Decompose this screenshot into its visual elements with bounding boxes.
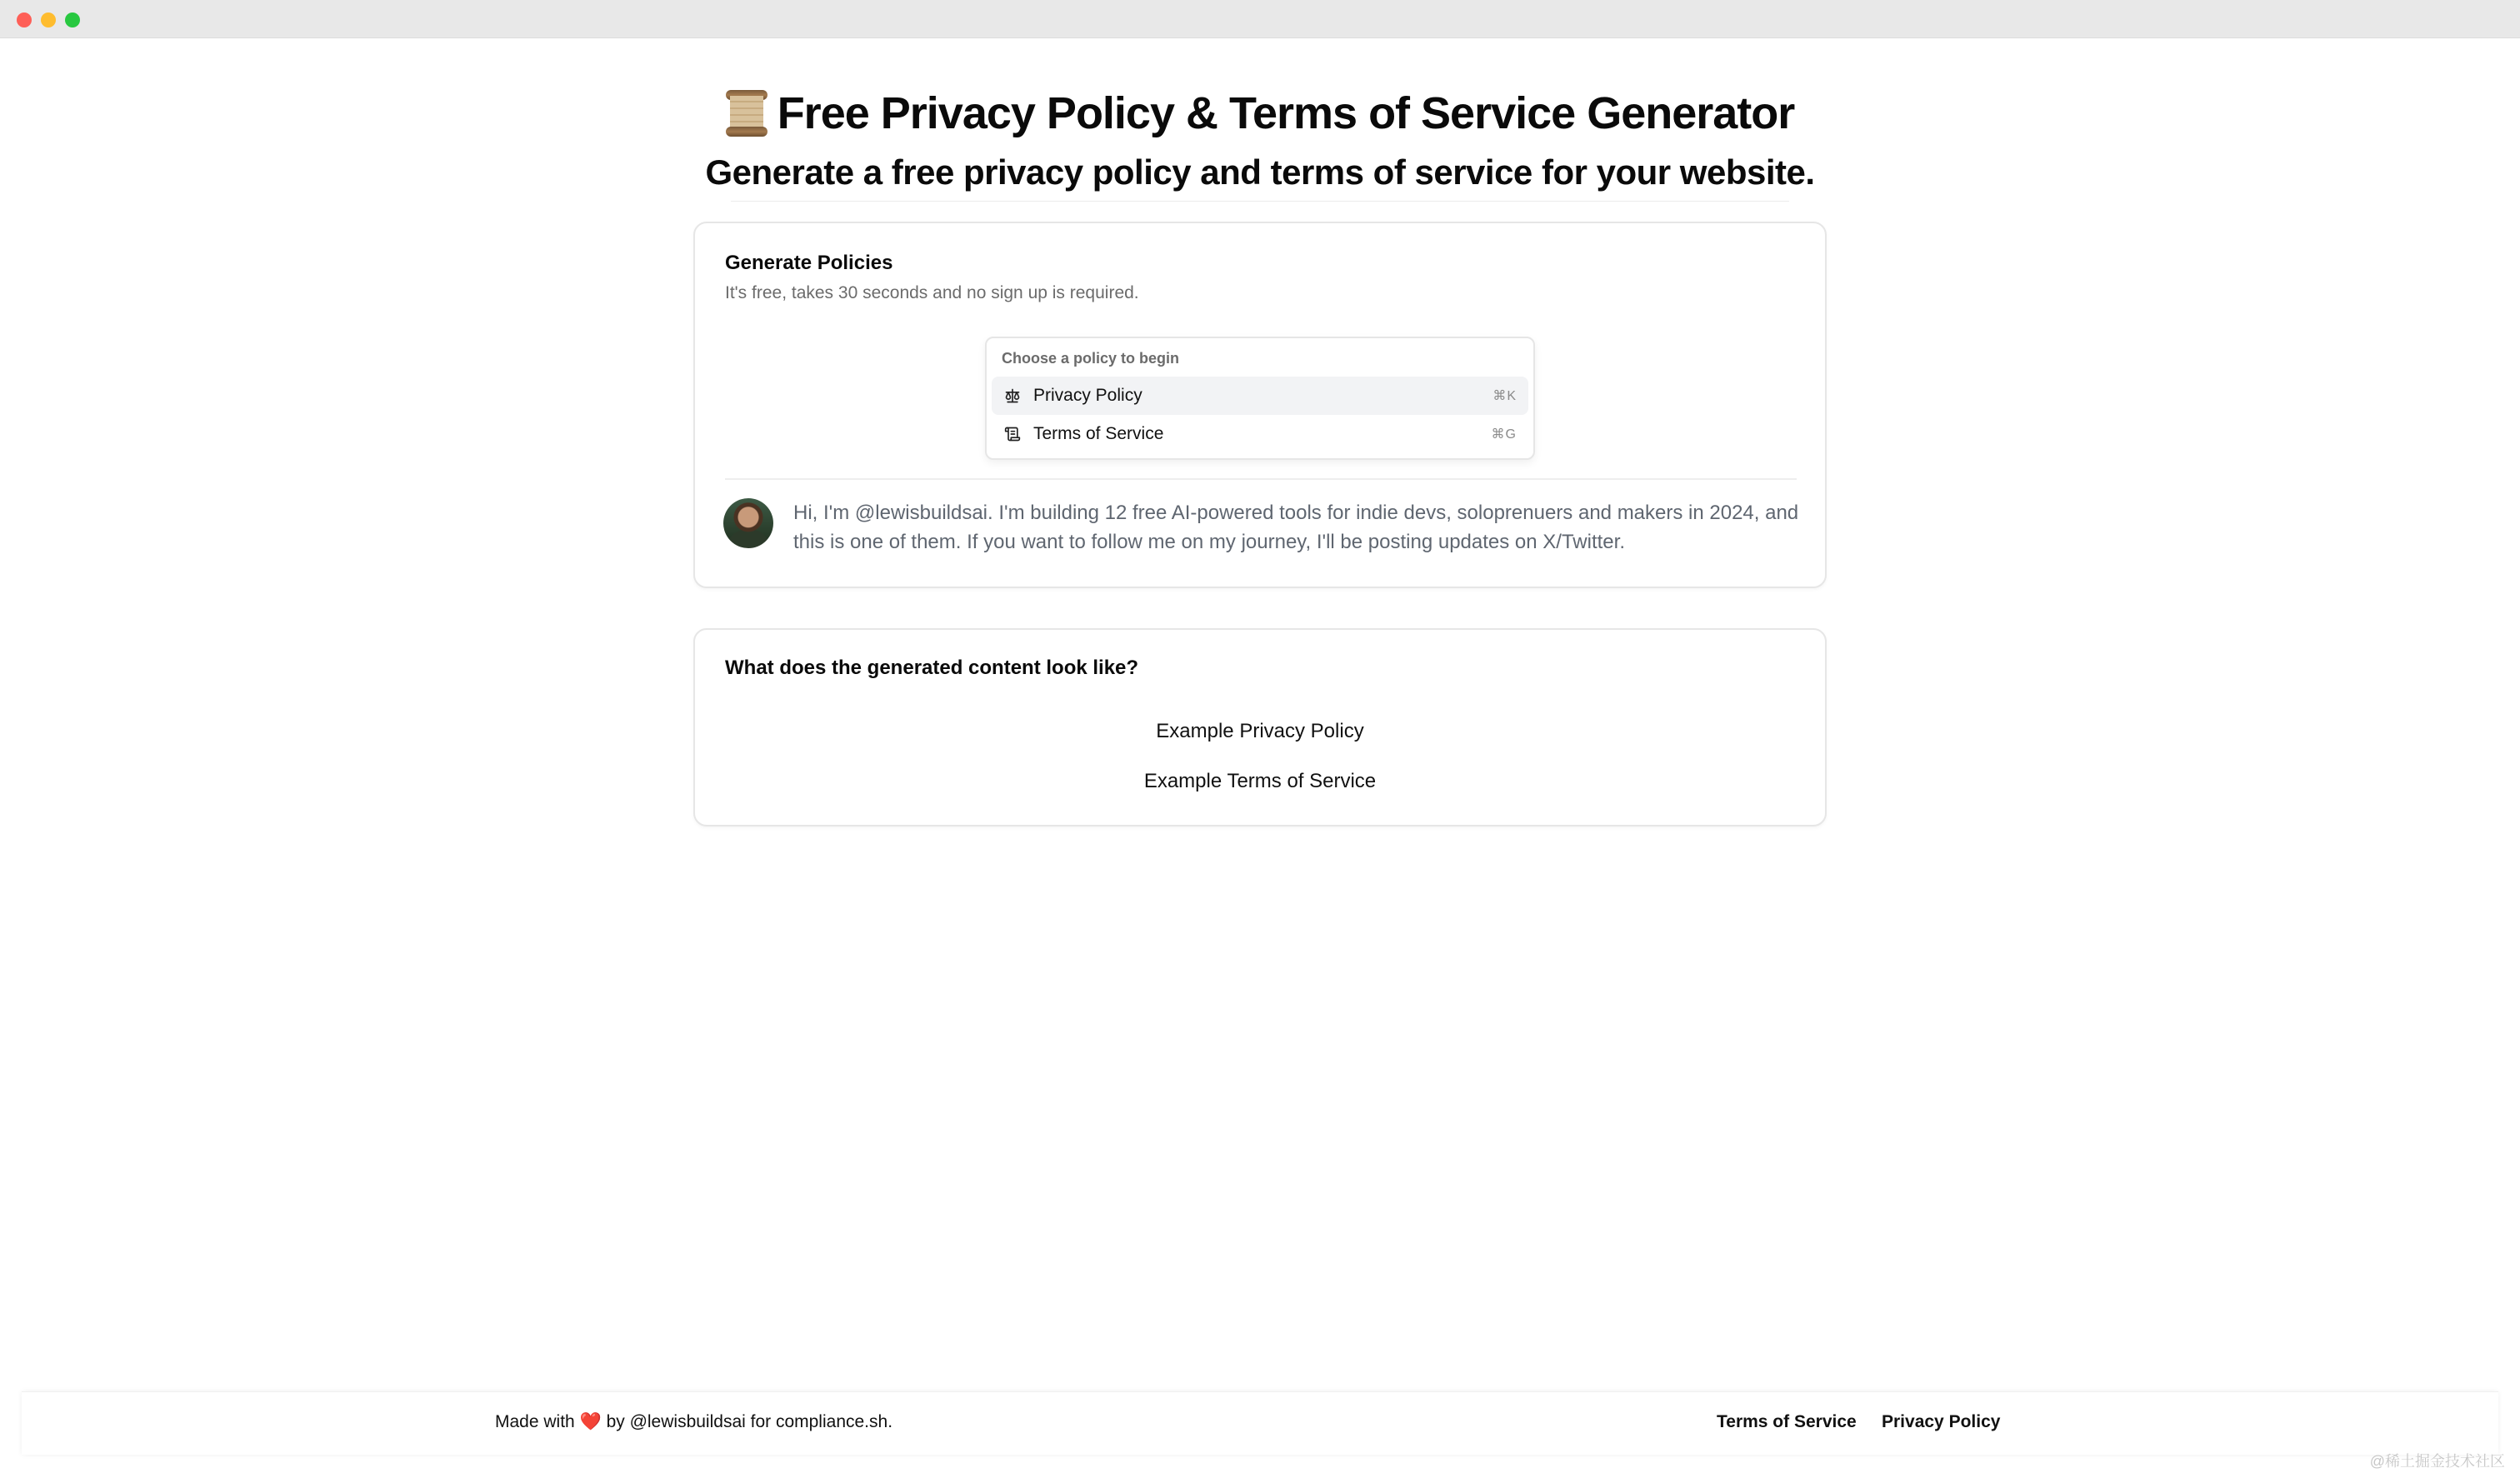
command-item-label: Privacy Policy	[1033, 386, 1142, 405]
author-intro: Hi, I'm @lewisbuildsai. I'm building 12 free AI-powered tools for indie devs, soloprenuers and makers in 2024, and this is one of them. If you want to follow me on my journey, I'll be posting updates on X/Twitter.	[793, 502, 1799, 553]
footer-terms-link[interactable]: Terms of Service	[1717, 1412, 1857, 1431]
scroll-text-icon	[1003, 425, 1022, 443]
command-item-shortcut: ⌘K	[1492, 389, 1517, 403]
heart-icon: ❤️	[579, 1412, 602, 1431]
hero-divider	[731, 201, 1789, 202]
avatar	[723, 498, 773, 548]
page-title	[726, 80, 1795, 147]
page-subtitle: Generate a free privacy policy and terms of service for your website.	[705, 152, 1815, 192]
card-divider	[725, 478, 1797, 480]
zoom-window-button[interactable]	[65, 12, 80, 27]
page-title-text: Free Privacy Policy & Terms of Service Generator	[777, 88, 1795, 138]
minimize-window-button[interactable]	[41, 12, 56, 27]
example-privacy-policy-link[interactable]: Example Privacy Policy	[1156, 720, 1364, 742]
watermark: @稀土掘金技术社区	[2369, 1453, 2505, 1470]
generate-policies-card	[693, 222, 1827, 588]
scroll-icon	[726, 90, 768, 137]
command-menu-heading: Choose a policy to begin	[1002, 350, 1180, 367]
policy-command-menu	[985, 337, 1535, 460]
command-item-label: Terms of Service	[1033, 424, 1164, 443]
command-item-terms-of-service[interactable]	[992, 415, 1528, 453]
footer-credit-prefix: Made with	[495, 1412, 575, 1431]
scale-icon	[1003, 387, 1022, 405]
example-terms-of-service-link[interactable]: Example Terms of Service	[1143, 770, 1377, 792]
examples-card-title: What does the generated content look like?	[725, 657, 1139, 679]
command-item-shortcut: ⌘G	[1491, 427, 1517, 442]
card-title: Generate Policies	[725, 252, 893, 274]
window-titlebar	[0, 0, 2520, 38]
footer-credit	[495, 1412, 892, 1432]
footer	[22, 1391, 2498, 1455]
hero	[0, 80, 2520, 195]
command-item-privacy-policy[interactable]	[992, 377, 1528, 415]
close-window-button[interactable]	[17, 12, 32, 27]
examples-card	[693, 628, 1827, 826]
footer-credit-suffix[interactable]: by @lewisbuildsai for compliance.sh.	[606, 1412, 893, 1431]
footer-privacy-link[interactable]: Privacy Policy	[1882, 1412, 2001, 1431]
card-subtitle: It's free, takes 30 seconds and no sign up is required.	[725, 283, 1139, 302]
